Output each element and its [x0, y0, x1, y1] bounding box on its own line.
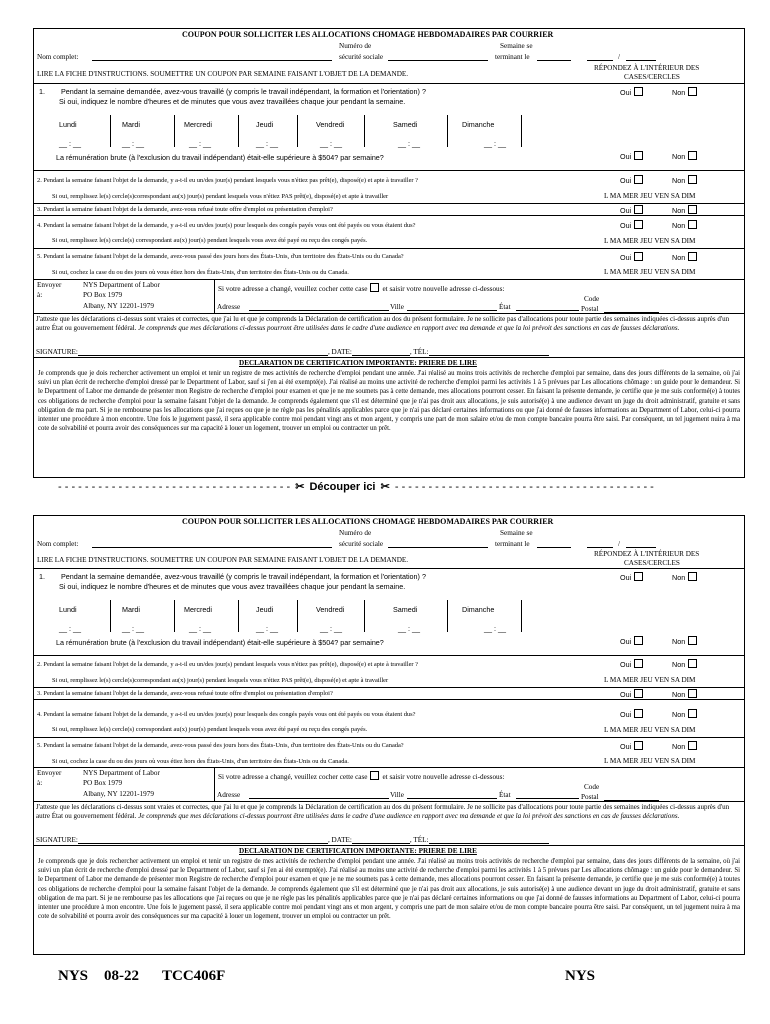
time-samedi[interactable]: __ : __: [398, 624, 420, 633]
ville-field[interactable]: [407, 790, 497, 799]
day-jeudi: Jeudi: [256, 120, 274, 129]
time-samedi[interactable]: __ : __: [398, 139, 420, 148]
week-field-b[interactable]: [587, 539, 613, 548]
remun-oui-checkbox[interactable]: [634, 151, 643, 160]
terminant-label: terminant le: [495, 53, 530, 61]
q2-non-checkbox[interactable]: [688, 175, 697, 184]
coupon-bottom: COUPON POUR SOLLICITER LES ALLOCATIONS CHOMAGE HEBDOMADAIRES PAR COURRIER Numéro de Semaine se Nom complet: sécurité sociale terminant le / LIRE LA FICHE D'INSTRUCTIONS. SOUMETTRE UN COUPON PAR SEMAINE FAISANT L'OBJET DE LA DEMANDE. RÉPONDEZ À L'INTÉRIEUR DES CASES/CERCLES 1. Pendant la semaine demandée, avez-vous travaillé (y compris le travail indépendant, la formation et l'orientation) ? Si oui, indiquez le nombre d'heures et de minutes que vous avez travaillées chaque jour pendant la semaine. Oui Non Lundi Mardi Mercredi Jeudi Vendredi Samedi Dimanche __ : __ __ : __ __ : __ __ : __ __ : __ __ : __ __ : __ La rémunération brute (à l'exclusion du travail indépendant) était-elle supérieure à $504? par semaine? Oui Non 2. Pendant la semaine faisant l'objet de la demande, y a-t-il eu un/des jour(s) pendant lesquels vous n'étiez pas prêt(e), disposé(e) et apte à travailler ? Oui Non Si oui, remplissez le(s) cercle(s)correspondant au(x) jour(s) pendant lesquels vous n'étiez PAS prêt(e), disposé(e) et apte à travailler L MA MER JEU VEN SA DIM 3. Pendant la semaine faisant l'objet de la demande, avez-vous refusé toute offre d'emploi ou présentation d'emploi? Oui Non 4. Pendant la semaine faisant l'objet de la demande, y a-t-il eu un/des jour(s) pour lesquels des congés payés vous ont été payés ou vous étaient dus? Oui Non Si oui, remplissez le(s) cercle(s) correspondant au(x) jour(s) pendant lesquels vous avez été payé ou reçu des congés payés. L MA MER JEU VEN SA DIM 5. Pendant la semaine faisant l'objet de la demande, avez-vous passé des jours hors des États-Unis, d'un territoire des États-Unis ou du Canada? Oui Non Si oui, cochez la case du ou des jours où vous étiez hors des États-Unis, d'un territoire des États-Unis ou du Canada. L MA MER JEU VEN SA DIM Envoyer à: NYS Department of Labor PO Box 1979 Albany, NY 12201-1979 Si votre adresse a changé, veuillez cocher cette case et saisir votre nouvelle adresse ci-dessous: Adresse Ville État Code Postal J'atteste que les déclarations ci-dessus sont vraies et correctes, que j'ai lu et que je comprends la Déclaration de certification au dos du présent formulaire. Je ne sollicite pas d'allocations pour toute partie des semaines indiquées ci-dessus auprès d'un autre État ou gouvernement fédéral. Je comprends que mes déclarations ci-dessus pourront être utilisées dans le cadre d'une audience en rapport avec ma demande et que la loi prévoit des sanctions en cas de fausses déclarations. SIGNATURE: , DATE: , TÉL: DECLARATION DE CERTIFICATION IMPORTANTE: PRIERE DE LIRE Je comprends que je dois rechercher activement un emploi et tenir un registre de mes activités de recherche d'emploi pendant une année. J'ai réalisé au moins trois activités de recherche d'emploi par semaine, dans des jours différents de la semaine, où j'ai suivi un plan écrit de recherche d'emploi dressé par le Department of Labor, sauf si j'en ai été exempté(e). J'ai réalisé au moins une activité de recherche d'emploi parmi les activités 1 à 5 prévues par Les allocations chômage : un guide pour le demandeur. Si le Department of Labor me demande de présenter mon Registre de recherche d'emploi pour examen et que je ne me soumets pas à cette demande, mes allocations pourront cesser. En faisant la présente demande, je certifie que je me suis conformé(e) à toutes ces obligations de recherche d'emploi pour la semaine faisant l'objet de la demande. Je comprends également que s'il est déterminé que je n'ai pas droit aux allocations, je suis autorisé(e) à une audience devant un juge du droit administratif, gratuite et sans obligation de ma part. Si je ne rembourse pas les allocations que j'ai reçues ou que je ne règle pas les pénalités applicables parce que je n'ai pas déclaré certaines informations ou que j'ai donné de fausses informations au Department of Labor, celui-ci pourra intenter une procédure à mon encontre. Une fois le jugement passé, il sera applicable contre moi pendant vingt ans et mon argent, y compris une part de mon salaire et/ou de mon compte bancaire pourra être saisi. Par conséquent, un tel jugement nuira à ma cote de solvabilité et pourra avoir des conséquences sur ma capacité à louer un logement, trouver un emploi ou contracter un prêt.: [33, 515, 745, 955]
etat-field[interactable]: [516, 790, 579, 799]
ssn-field[interactable]: [388, 52, 488, 61]
tel-field[interactable]: [429, 835, 549, 844]
q1-text: Pendant la semaine demandée, avez-vous travaillé (y compris le travail indépendant, la formation et l'orientation) ?: [61, 572, 426, 581]
time-jeudi[interactable]: __ : __: [256, 624, 278, 633]
remun-oui-checkbox[interactable]: [634, 636, 643, 645]
week-field-a[interactable]: [537, 539, 571, 548]
q5-oui-checkbox[interactable]: [634, 741, 643, 750]
q5-weekdays[interactable]: L MA MER JEU VEN SA DIM: [604, 268, 696, 276]
time-dimanche[interactable]: __ : __: [484, 139, 506, 148]
week-field-c[interactable]: [626, 539, 656, 548]
q2-weekdays[interactable]: L MA MER JEU VEN SA DIM: [604, 192, 696, 200]
date-field[interactable]: [352, 835, 410, 844]
time-mardi[interactable]: __ : __: [122, 139, 144, 148]
cert-body: Je comprends que je dois rechercher activement un emploi et tenir un registre de mes activités de recherche d'emploi pendant une année. J'ai réalisé au moins trois activités de recherche d'emploi par semaine, dans des jours différents de la semaine, où j'ai suivi un plan écrit de recherche d'emploi dressé par le Department of Labor, sauf si j'en ai été exempté(e). J'ai réalisé au moins une activité de recherche d'emploi parmi les activités 1 à 5 prévues par Les allocations chômage : un guide pour le demandeur. Si le Department of Labor me demande de présenter mon Registre de recherche d'emploi pour examen et que je ne me soumets pas à cette demande, mes allocations pourront cesser. En faisant la présente demande, je certifie que je me suis conformé(e) à toutes ces obligations de recherche d'emploi pour la semaine faisant l'objet de la demande. Je comprends également que s'il est déterminé que je n'ai pas droit aux allocations, je suis autorisé(e) à une audience devant un juge du droit administratif, gratuite et sans obligation de ma part. Si je ne rembourse pas les allocations que j'ai reçues ou que je ne règle pas les pénalités applicables parce que je n'ai pas déclaré certaines informations ou que j'ai donné de fausses informations au Department of Labor, celui-ci pourra intenter une procédure à mon encontre. Une fois le jugement passé, il sera applicable contre moi pendant vingt ans et mon argent, y compris une part de mon salaire et/ou de mon compte bancaire pourra être saisi. Par conséquent, un tel jugement nuira à ma cote de solvabilité et pourra avoir des conséquences sur ma capacité à louer un logement, trouver un emploi ou contracter un prêt.: [38, 370, 740, 433]
remun-non-checkbox[interactable]: [688, 636, 697, 645]
q2-oui-checkbox[interactable]: [634, 175, 643, 184]
nom-field[interactable]: [92, 539, 332, 548]
postal-field[interactable]: [604, 304, 659, 313]
mail-address-3: Albany, NY 12201-1979: [83, 302, 154, 310]
day-vendredi: Vendredi: [316, 120, 345, 129]
time-vendredi[interactable]: __ : __: [320, 139, 342, 148]
ville-field[interactable]: [407, 302, 497, 311]
q3-non-checkbox[interactable]: [688, 205, 697, 214]
footer-version: 08-22: [104, 968, 139, 984]
q4-subtext: Si oui, remplissez le(s) cercle(s) correspondant au(x) jour(s) pendant lesquels vous avez été payé ou reçu des congés payés.: [52, 237, 368, 244]
time-vendredi[interactable]: __ : __: [320, 624, 342, 633]
day-lundi: Lundi: [59, 120, 77, 129]
day-mardi: Mardi: [122, 120, 140, 129]
footer-nys: NYS: [58, 968, 89, 984]
footer-form-code: TCC406F: [162, 968, 226, 984]
nom-field[interactable]: [92, 52, 332, 61]
adresse-field[interactable]: [249, 790, 389, 799]
q1-oui-checkbox[interactable]: [634, 572, 643, 581]
q1-text: Pendant la semaine demandée, avez-vous travaillé (y compris le travail indépendant, la formation et l'orientation) ?: [61, 87, 426, 96]
cut-line: - - - - - - - - - - - - - - - - - - - - - - - - - - - - - - - - - - - ✂ Découper ici ✂ - - - - - - - - - - - - - - - - - - - - - - - - - - - - - - - - - - - - - - -: [58, 481, 654, 493]
q5-non-checkbox[interactable]: [688, 252, 697, 261]
coupon-top: COUPON POUR SOLLICITER LES ALLOCATIONS CHOMAGE HEBDOMADAIRES PAR COURRIER Numéro de Semaine se Nom complet: sécurité sociale terminant le / LIRE LA FICHE D'INSTRUCTIONS. SOUMETTRE UN COUPON PAR SEMAINE FAISANT L'OBJET DE LA DEMANDE. RÉPONDEZ À L'INTÉRIEUR DES CASES/CERCLES 1. Pendant la semaine demandée, avez-vous travaillé (y compris le travail indépendant, la formation et l'orientation) ? Si oui, indiquez le nombre d'heures et de minutes que vous avez travaillées chaque jour pendant la semaine. Oui Non Lundi Mardi Mercredi Jeudi Vendredi Samedi Dimanche __ : __ __ : __ __ : __ __ : __ __ : __ __ : __ __ : __ La rémunération brute (à l'exclusion du travail indépendant) était-elle supérieure à $504? par semaine? Oui Non 2. Pendant la semaine faisant l'objet de la demande, y a-t-il eu un/des jour(s) pendant lesquels vous n'étiez pas prêt(e), disposé(e) et apte à travailler ? Oui Non Si oui, remplissez le(s) cercle(s)correspondant au(x) jour(s) pendant lesquels vous n'étiez PAS prêt(e), disposé(e) et apte à travailler L MA MER JEU VEN SA DIM 3. Pendant la semaine faisant l'objet de la demande, avez-vous refusé toute offre d'emploi ou présentation d'emploi? Oui Non 4. Pendant la semaine faisant l'objet de la demande, y a-t-il eu un/des jour(s) pour lesquels des congés payés vous ont été payés ou vous étaient dus? Oui Non Si oui, remplissez le(s) cercle(s) correspondant au(x) jour(s) pendant lesquels vous avez été payé ou reçu des congés payés. L MA MER JEU VEN SA DIM 5. Pendant la semaine faisant l'objet de la demande, avez-vous passé des jours hors des États-Unis, d'un territoire des États-Unis ou du Canada? Oui Non Si oui, cochez la case du ou des jours où vous étiez hors des États-Unis, d'un territoire des États-Unis ou du Canada. L MA MER JEU VEN SA DIM Envoyer à: NYS Department of Labor PO Box 1979 Albany, NY 12201-1979 Si votre adresse a changé, veuillez cocher cette case et saisir votre nouvelle adresse ci-dessous: Adresse Ville État Code Postal J'atteste que les déclarations ci-dessus sont vraies et correctes, que j'ai lu et que je comprends la Déclaration de certification au dos du présent formulaire. Je ne sollicite pas d'allocations pour toute partie des semaines indiquées ci-dessus auprès d'un autre État ou gouvernement fédéral. Je comprends que mes déclarations ci-dessus pourront être utilisées dans le cadre d'une audience en rapport avec ma demande et que la loi prévoit des sanctions en cas de fausses déclarations. SIGNATURE: , DATE: , TÉL: DECLARATION DE CERTIFICATION IMPORTANTE: PRIERE DE LIRE Je comprends que je dois rechercher activement un emploi et tenir un registre de mes activités de recherche d'emploi pendant une année. J'ai réalisé au moins trois activités de recherche d'emploi par semaine, dans des jours différents de la semaine, où j'ai suivi un plan écrit de recherche d'emploi dressé par le Department of Labor, sauf si j'en ai été exempté(e). J'ai réalisé au moins une activité de recherche d'emploi parmi les activités 1 à 5 prévues par Les allocations chômage : un guide pour le demandeur. Si le Department of Labor me demande de présenter mon Registre de recherche d'emploi pour examen et que je ne me soumets pas à cette demande, mes allocations pourront cesser. En faisant la présente demande, je certifie que je me suis conformé(e) à toutes ces obligations de recherche d'emploi pour la semaine faisant l'objet de la demande. Je comprends également que s'il est déterminé que je n'ai pas droit aux allocations, je suis autorisé(e) à une audience devant un juge du droit administratif, gratuite et sans obligation de ma part. Si je ne rembourse pas les allocations que j'ai reçues ou que je ne règle pas les pénalités applicables parce que je n'ai pas déclaré certaines informations ou que j'ai donné de fausses informations au Department of Labor, celui-ci pourra intenter une procédure à mon encontre. Une fois le jugement passé, il sera applicable contre moi pendant vingt ans et mon argent, y compris une part de mon salaire et/ou de mon compte bancaire pourra être saisi. Par conséquent, un tel jugement nuira à ma cote de solvabilité et pourra avoir des conséquences sur ma capacité à louer un logement, trouver un emploi ou contracter un prêt.: [33, 28, 745, 478]
q5-oui-checkbox[interactable]: [634, 252, 643, 261]
signature-field[interactable]: [78, 347, 328, 356]
cut-label: Découper ici: [309, 481, 376, 493]
securite-label: sécurité sociale: [339, 53, 384, 61]
q3-text: 3. Pendant la semaine faisant l'objet de la demande, avez-vous refusé toute offre d'emploi ou présentation d'emploi?: [37, 206, 333, 213]
remun-non-checkbox[interactable]: [688, 151, 697, 160]
date-field[interactable]: [352, 347, 410, 356]
q1-non-checkbox[interactable]: [688, 87, 697, 96]
week-field-b[interactable]: [587, 52, 613, 61]
footer-nys-right: NYS: [565, 968, 596, 984]
q3-oui-checkbox[interactable]: [634, 689, 643, 698]
time-mercredi[interactable]: __ : __: [189, 139, 211, 148]
q4-oui-checkbox[interactable]: [634, 220, 643, 229]
q2-weekdays[interactable]: L MA MER JEU VEN SA DIM: [604, 676, 696, 684]
tel-field[interactable]: [429, 347, 549, 356]
mail-address-1: NYS Department of Labor: [83, 281, 160, 289]
q1-remuneration: La rémunération brute (à l'exclusion du travail indépendant) était-elle supérieure à $504? par semaine?: [56, 153, 384, 162]
q1-non-checkbox[interactable]: [688, 572, 697, 581]
q2-oui-checkbox[interactable]: [634, 659, 643, 668]
time-dimanche[interactable]: __ : __: [484, 624, 506, 633]
time-lundi[interactable]: __ : __: [59, 624, 81, 633]
q4-non-checkbox[interactable]: [688, 220, 697, 229]
repondez: RÉPONDEZ À L'INTÉRIEUR DES: [594, 64, 700, 72]
q4-weekdays[interactable]: L MA MER JEU VEN SA DIM: [604, 726, 696, 734]
q5-text: 5. Pendant la semaine faisant l'objet de la demande, avez-vous passé des jours hors des États-Unis, d'un territoire des États-Unis ou du Canada?: [37, 253, 404, 260]
q2-text: 2. Pendant la semaine faisant l'objet de la demande, y a-t-il eu un/des jour(s) pendant lesquels vous n'étiez pas prêt(e), disposé(e) et apte à travailler ?: [37, 177, 418, 184]
time-lundi[interactable]: __ : __: [59, 139, 81, 148]
q2-non-checkbox[interactable]: [688, 659, 697, 668]
q5-weekdays[interactable]: L MA MER JEU VEN SA DIM: [604, 757, 696, 765]
nom-label: Nom complet:: [37, 53, 79, 61]
time-mardi[interactable]: __ : __: [122, 624, 144, 633]
signature-field[interactable]: [78, 835, 328, 844]
time-mercredi[interactable]: __ : __: [189, 624, 211, 633]
q5-non-checkbox[interactable]: [688, 741, 697, 750]
q4-text: 4. Pendant la semaine faisant l'objet de la demande, y a-t-il eu un/des jour(s) pour lesquels des congés payés vous ont été payés ou vous étaient dus?: [37, 222, 416, 229]
time-jeudi[interactable]: __ : __: [256, 139, 278, 148]
scissors-icon: ✂: [380, 481, 390, 493]
adresse-field[interactable]: [249, 302, 389, 311]
q1-text-2: Si oui, indiquez le nombre d'heures et de minutes que vous avez travaillées chaque jour pendant la semaine.: [59, 97, 406, 106]
address-change-checkbox[interactable]: [370, 283, 379, 292]
q3-non-checkbox[interactable]: [688, 689, 697, 698]
q4-non-checkbox[interactable]: [688, 709, 697, 718]
day-dimanche: Dimanche: [462, 120, 495, 129]
cert-title: DECLARATION DE CERTIFICATION IMPORTANTE: PRIERE DE LIRE: [239, 359, 477, 367]
semaine-label: Semaine se: [500, 42, 533, 50]
postal-field[interactable]: [604, 792, 659, 801]
q2-subtext: Si oui, remplissez le(s) cercle(s)correspondant au(x) jour(s) pendant lesquels vous n'étiez PAS prêt(e), disposé(e) et apte à travailler: [52, 193, 389, 200]
day-mercredi: Mercredi: [184, 120, 212, 129]
numero-label: Numéro de: [339, 42, 372, 50]
instructions: LIRE LA FICHE D'INSTRUCTIONS. SOUMETTRE UN COUPON PAR SEMAINE FAISANT L'OBJET DE LA DEMANDE.: [37, 70, 409, 78]
q1-oui-checkbox[interactable]: [634, 87, 643, 96]
q3-oui-checkbox[interactable]: [634, 205, 643, 214]
attestation: J'atteste que les déclarations ci-dessus sont vraies et correctes, que j'ai lu et que je comprends la Déclaration de certification au dos du présent formulaire. Je ne sollicite pas d'allocations pour toute partie des semaines indiquées ci-dessus auprès d'un autre État ou gouvernement fédéral. Je comprends que mes déclarations ci-dessus pourront être utilisées dans le cadre d'une audience en rapport avec ma demande et que la loi prévoit des sanctions en cas de fausses déclarations.: [36, 315, 730, 332]
q4-oui-checkbox[interactable]: [634, 709, 643, 718]
coupon-title: COUPON POUR SOLLICITER LES ALLOCATIONS CHOMAGE HEBDOMADAIRES PAR COURRIER: [182, 517, 554, 526]
q5-subtext: Si oui, cochez la case du ou des jours où vous étiez hors des États-Unis, d'un territoire des États-Unis ou du Canada.: [52, 269, 349, 276]
day-samedi: Samedi: [393, 120, 418, 129]
scissors-icon: ✂: [295, 481, 305, 493]
coupon-title: COUPON POUR SOLLICITER LES ALLOCATIONS CHOMAGE HEBDOMADAIRES PAR COURRIER: [182, 30, 554, 39]
q4-weekdays[interactable]: L MA MER JEU VEN SA DIM: [604, 237, 696, 245]
week-field-a[interactable]: [537, 52, 571, 61]
ssn-field[interactable]: [388, 539, 488, 548]
week-field-c[interactable]: [626, 52, 656, 61]
etat-field[interactable]: [516, 302, 579, 311]
address-change-checkbox[interactable]: [370, 771, 379, 780]
mail-address-2: PO Box 1979: [83, 291, 123, 299]
cases-cercles: CASES/CERCLES: [624, 73, 680, 81]
